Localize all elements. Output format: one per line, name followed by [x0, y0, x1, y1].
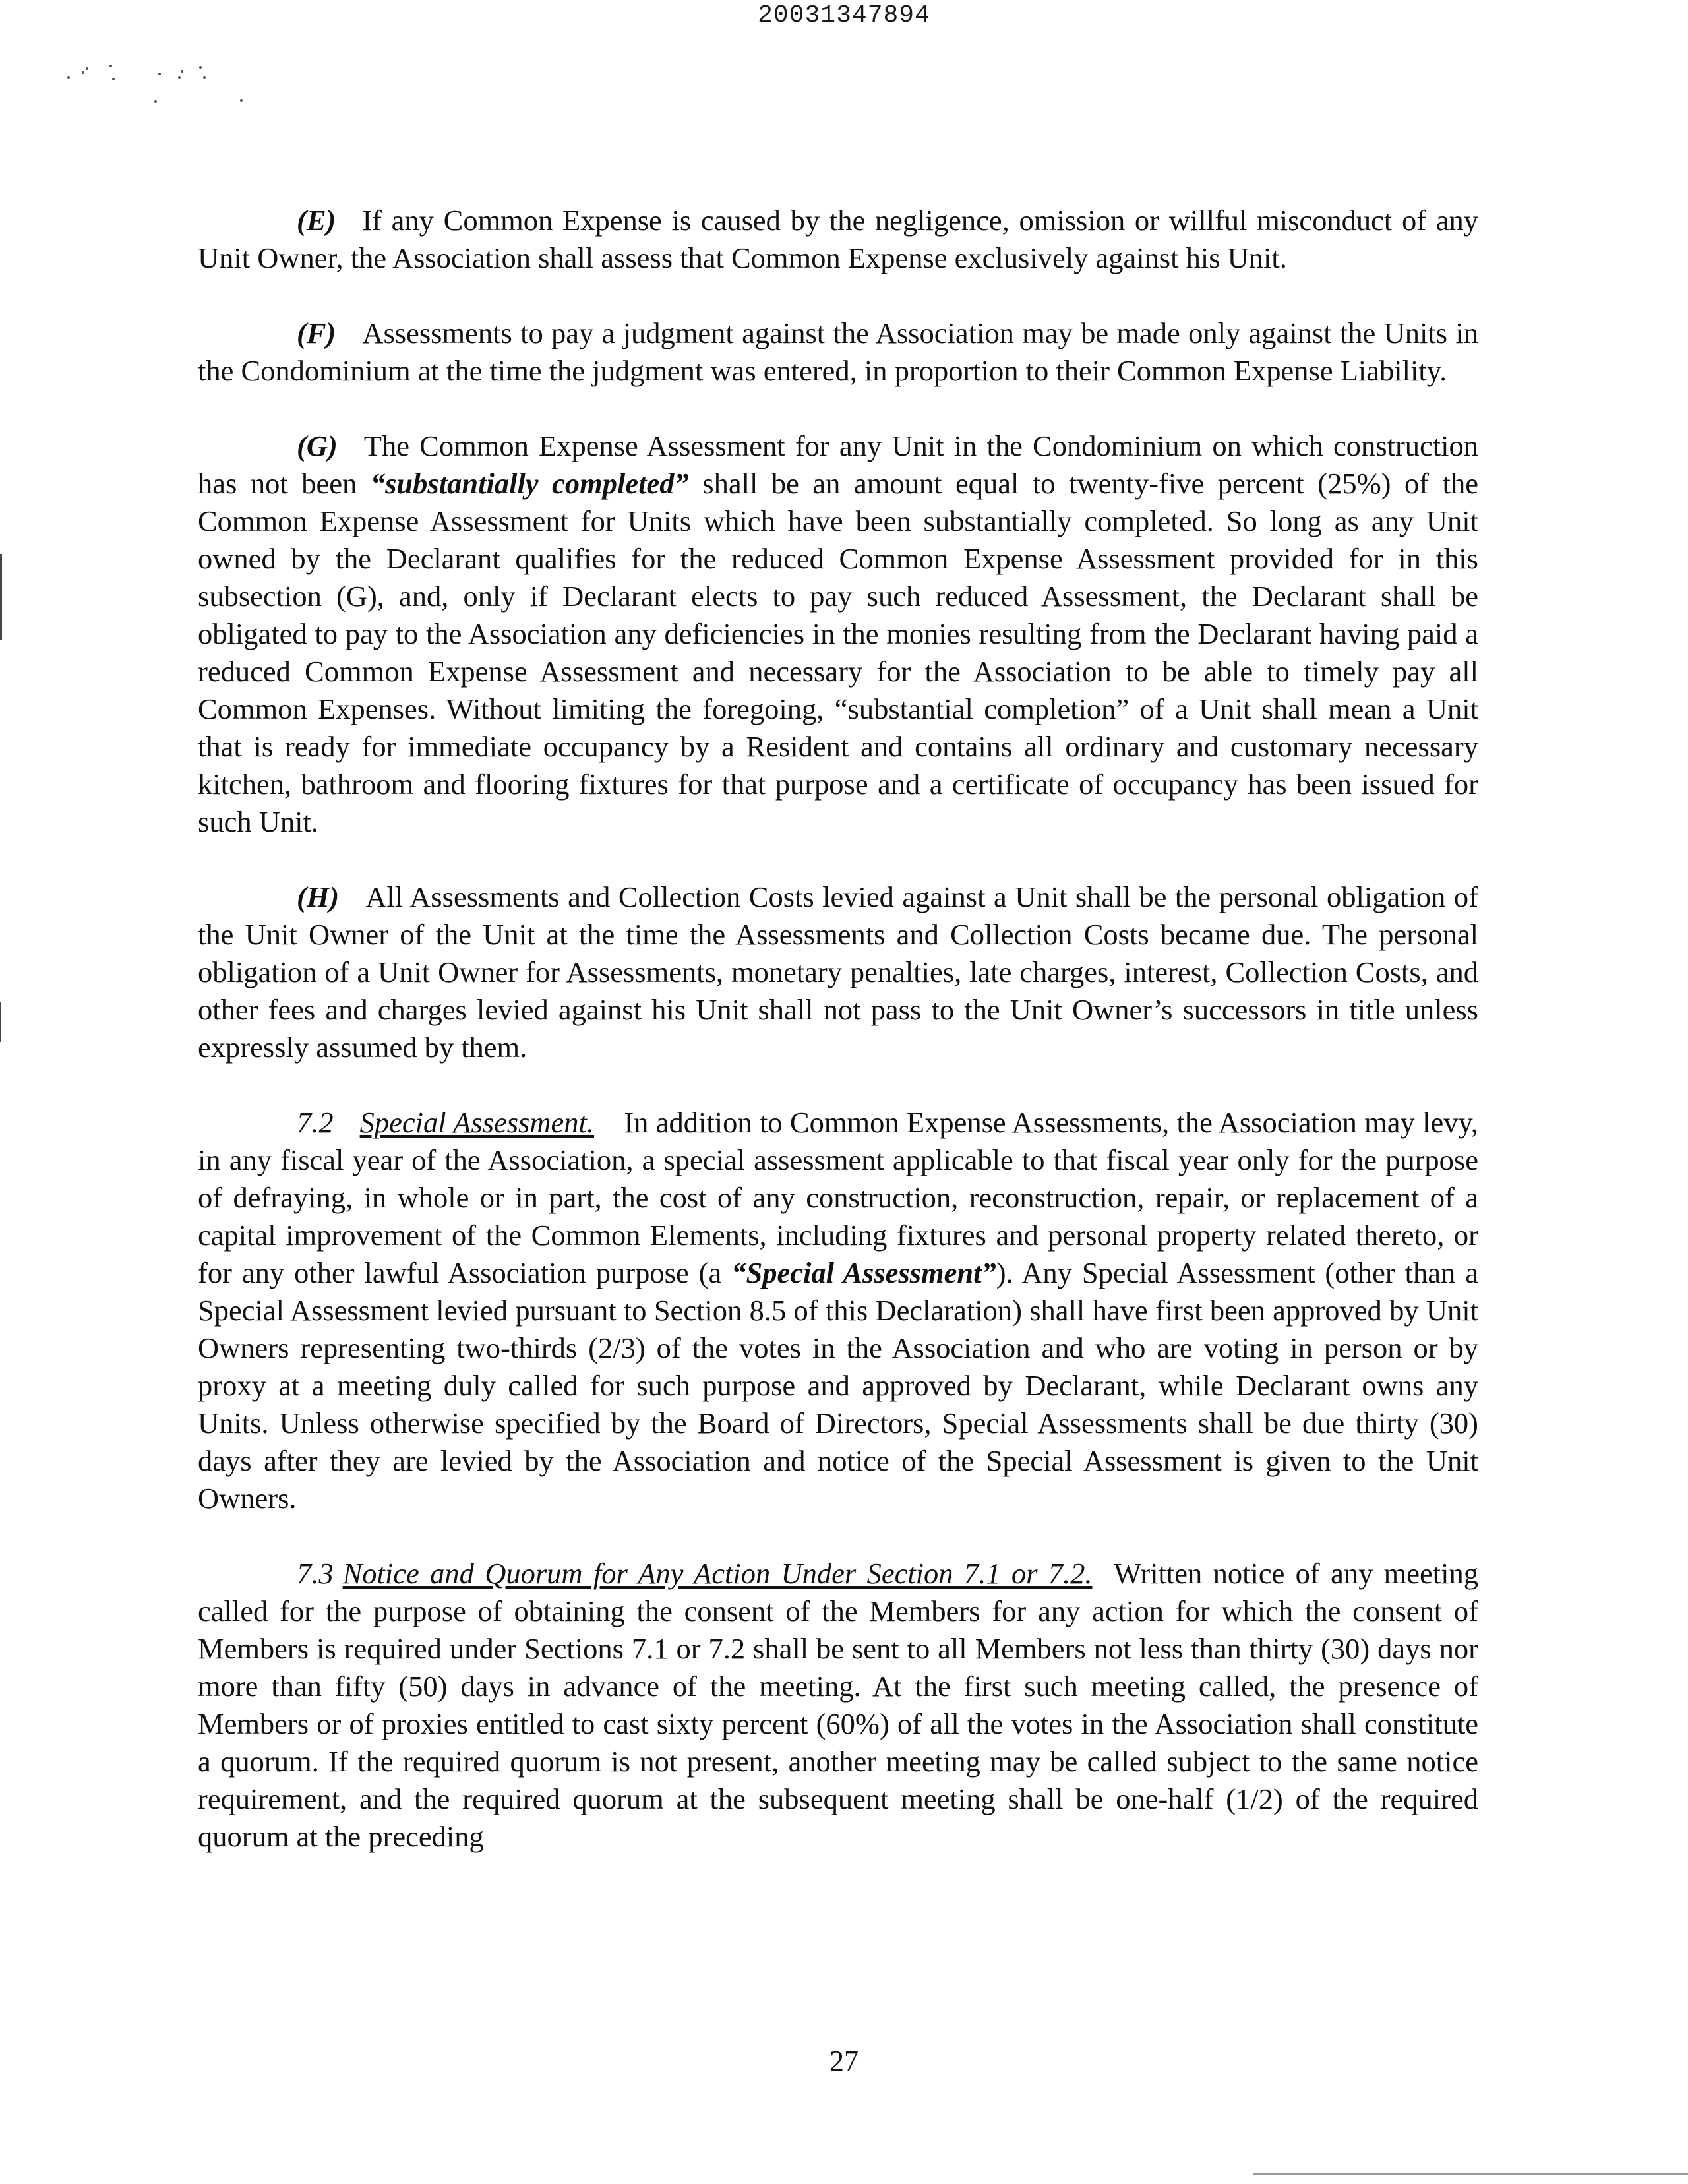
scan-edge-line	[1253, 2173, 1688, 2175]
paragraph-text: Assessments to pay a judgment against the Association may be made only against the Units in the Condominium at the time the judgment was entered, in proportion to their Common Expense Liability.	[198, 317, 1478, 387]
paragraph-h	[198, 878, 1478, 1066]
section-7-3	[198, 1555, 1478, 1856]
scan-specks	[63, 58, 261, 111]
document-body	[198, 202, 1478, 1893]
scan-edge-line	[0, 554, 2, 640]
paragraph-text: If any Common Expense is caused by the negligence, omission or willful misconduct of any Unit Owner, the Association shall assess that Common Expense exclusively against his Unit.	[198, 204, 1478, 274]
paragraph-text: In addition to Common Expense Assessments, the Association may levy, in any fiscal year of the Association, a special assessment applicable to that fiscal year only for the purpose of defraying, in whole or in part, the cost of any construction, reconstruction, repair, or replacement of a capital improvement of the Common Elements, including fixtures and personal property related thereto, or for any other lawful Association purpose (a	[198, 1106, 1478, 1289]
scan-edge-line	[0, 1002, 1, 1042]
defined-term: “Special Assessment”	[731, 1256, 996, 1289]
subsection-mark: (E)	[297, 204, 336, 237]
paragraph-g	[198, 427, 1478, 841]
subsection-mark: (F)	[297, 317, 336, 349]
paragraph-e	[198, 202, 1478, 277]
subsection-mark: (G)	[297, 429, 338, 462]
paragraph-text: ). Any Special Assessment (other than a Special Assessment levied pursuant to Section 8.5 of this Declaration) shall have first been approved by Unit Owners representing two-thirds (2/3) of the votes in the Association and who are voting in person or by proxy at a meeting duly called for such purpose and approved by Declarant, while Declarant owns any Units. Unless otherwise specified by the Board of Directors, Special Assessments shall be due thirty (30) days after they are levied by the Association and notice of the Special Assessment is given to the Unit Owners.	[198, 1256, 1479, 1515]
page-number: 27	[829, 2045, 859, 2077]
section-title: Notice and Quorum for Any Action Under Section 7.1 or 7.2.	[342, 1557, 1093, 1590]
paragraph-f	[198, 315, 1478, 390]
subsection-mark: (H)	[297, 880, 340, 913]
document-id: 20031347894	[758, 1, 930, 30]
section-number: 7.3	[297, 1557, 334, 1590]
paragraph-text: The Common Expense Assessment for any Unit in the Condominium on which construction has not been	[198, 429, 1478, 500]
section-7-2	[198, 1104, 1478, 1517]
section-title: Special Assessment.	[359, 1106, 594, 1139]
paragraph-text: shall be an amount equal to twenty-five percent (25%) of the Common Expense Assessment for Units which have been substantially completed. So long as any Unit owned by the Declarant qualifies for the reduced Common Expense Assessment provided for in this subsection (G), and, only if Declarant elects to pay such reduced Assessment, the Declarant shall be obligated to pay to the Association any deficiencies in the monies resulting from the Declarant having paid a reduced Common Expense Assessment and necessary for the Association to be able to timely pay all Common Expenses. Without limiting the foregoing, “substantial completion” of a Unit shall mean a Unit that is ready for immediate occupancy by a Resident and contains all ordinary and customary necessary kitchen, bathroom and flooring fixtures for that purpose and a certificate of occupancy has been issued for such Unit.	[198, 467, 1479, 838]
defined-term: “substantially completed”	[370, 467, 689, 500]
paragraph-text: Written notice of any meeting called for the purpose of obtaining the consent of the Members for any action for which the consent of Members is required under Sections 7.1 or 7.2 shall be sent to all Members not less than thirty (30) days nor more than fifty (50) days in advance of the meeting. At the first such meeting called, the presence of Members or of proxies entitled to cast sixty percent (60%) of all the votes in the Association shall constitute a quorum. If the required quorum is not present, another meeting may be called subject to the same notice requirement, and the required quorum at the subsequent meeting shall be one-half (1/2) of the required quorum at the preceding	[198, 1557, 1479, 1853]
section-number: 7.2	[297, 1106, 334, 1139]
paragraph-text: All Assessments and Collection Costs levied against a Unit shall be the personal obligation of the Unit Owner of the Unit at the time the Assessments and Collection Costs became due. The personal obligation of a Unit Owner for Assessments, monetary penalties, late charges, interest, Collection Costs, and other fees and charges levied against his Unit shall not pass to the Unit Owner’s successors in title unless expressly assumed by them.	[198, 880, 1478, 1064]
